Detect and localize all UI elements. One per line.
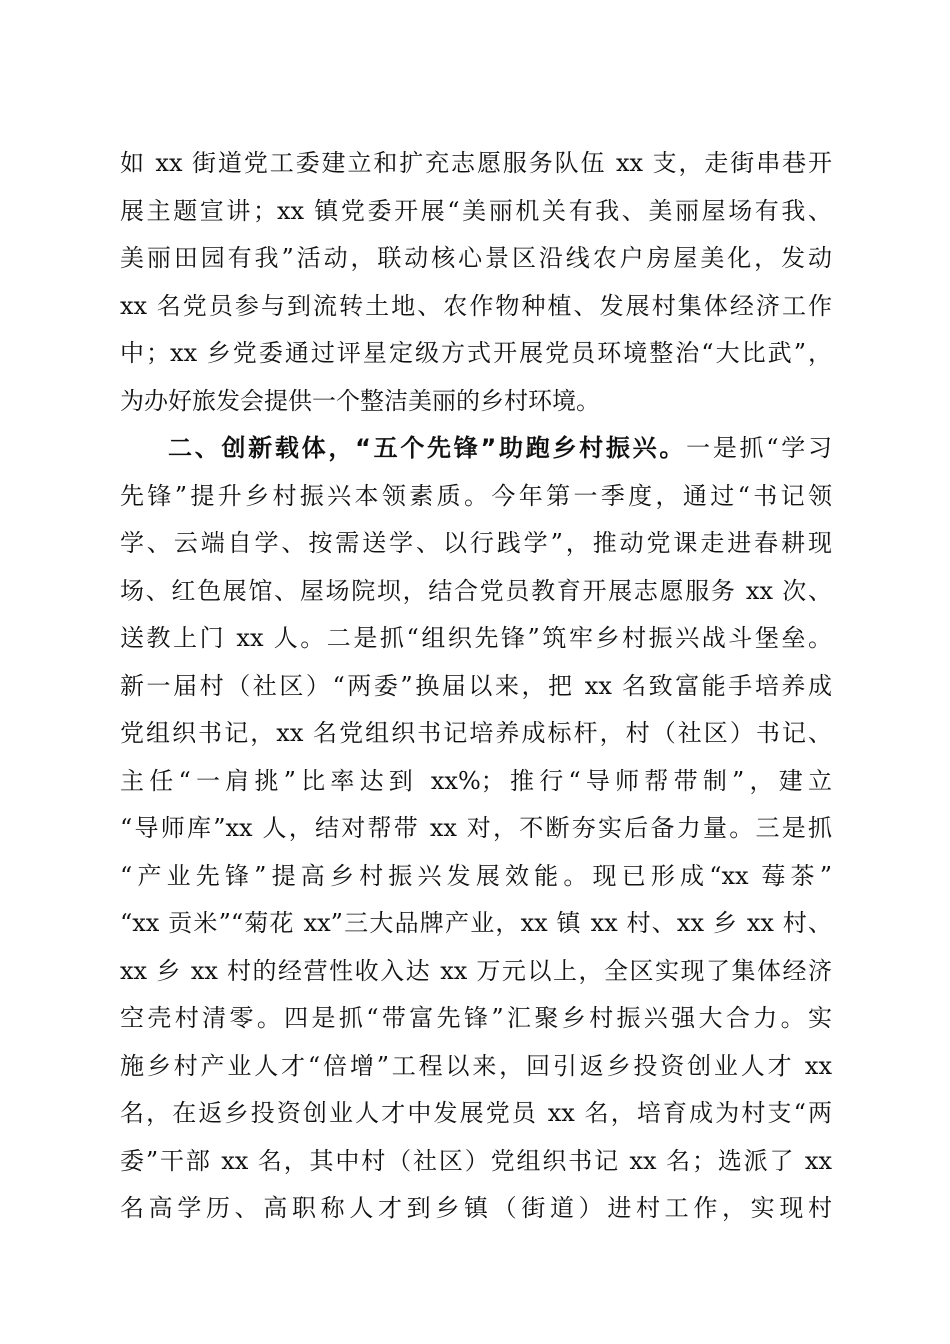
text-line: 为办好旅发会提供一个整洁美丽的乡村环境。 — [120, 386, 600, 415]
text-line: 施乡村产业人才“倍增”工程以来，回引返乡投资创业人才 xx — [120, 1051, 832, 1080]
text-line: 美丽田园有我”活动，联动核心景区沿线农户房屋美化，发动 — [120, 244, 832, 272]
paragraph-2 — [120, 425, 832, 1233]
text-line: 学、云端自学、按需送学、以行践学”，推动党课走进春耕现 — [120, 529, 832, 557]
text-line: 场、红色展馆、屋场院坝，结合党员教育开展志愿服务 xx 次、 — [120, 576, 832, 605]
text-line: 名，在返乡投资创业人才中发展党员 xx 名，培育成为村支“两 — [120, 1099, 832, 1127]
text-line: “xx 贡米”“菊花 xx”三大品牌产业，xx 镇 xx 村、xx 乡 xx 村、 — [120, 909, 832, 937]
text-line: 主任“一肩挑”比率达到 xx%；推行“导师帮带制”，建立 — [120, 766, 832, 795]
text-line: xx 乡 xx 村的经营性收入达 xx 万元以上，全区实现了集体经济 — [120, 956, 832, 985]
text-run: 一是抓“学习 — [686, 434, 832, 462]
text-line: 党组织书记，xx 名党组织书记培养成标杆，村（社区）书记、 — [120, 719, 832, 747]
text-line: “导师库”xx 人，结对帮带 xx 对，不断夯实后备力量。三是抓 — [120, 814, 832, 842]
document-body — [120, 140, 832, 1233]
text-line: 名高学历、高职称人才到乡镇（街道）进村工作，实现村 — [120, 1194, 832, 1222]
text-line: 新一届村（社区）“两委”换届以来，把 xx 名致富能手培养成 — [120, 671, 832, 700]
text-line: 先锋”提升乡村振兴本领素质。今年第一季度，通过“书记领 — [120, 481, 832, 510]
text-line: 委”干部 xx 名，其中村（社区）党组织书记 xx 名；选派了 xx — [120, 1146, 832, 1175]
text-line: 如 xx 街道党工委建立和扩充志愿服务队伍 xx 支，走街串巷开 — [120, 149, 832, 177]
text-line: 展主题宣讲；xx 镇党委开展“美丽机关有我、美丽屋场有我、 — [120, 196, 832, 225]
paragraph-1 — [120, 140, 832, 425]
text-line: 空壳村清零。四是抓“带富先锋”汇聚乡村振兴强大合力。实 — [120, 1004, 832, 1032]
paragraph-2-first-line — [120, 425, 832, 473]
text-line: “产业先锋”提高乡村振兴发展效能。现已形成“xx 莓茶” — [120, 861, 832, 890]
section-heading: 二、创新载体，“五个先锋”助跑乡村振兴。 — [168, 434, 687, 462]
text-line: 送教上门 xx 人。二是抓“组织先锋”筑牢乡村振兴战斗堡垒。 — [120, 624, 832, 652]
text-line: xx 名党员参与到流转土地、农作物种植、发展村集体经济工作 — [120, 291, 832, 320]
text-line: 中；xx 乡党委通过评星定级方式开展党员环境整治“大比武”， — [120, 339, 832, 367]
